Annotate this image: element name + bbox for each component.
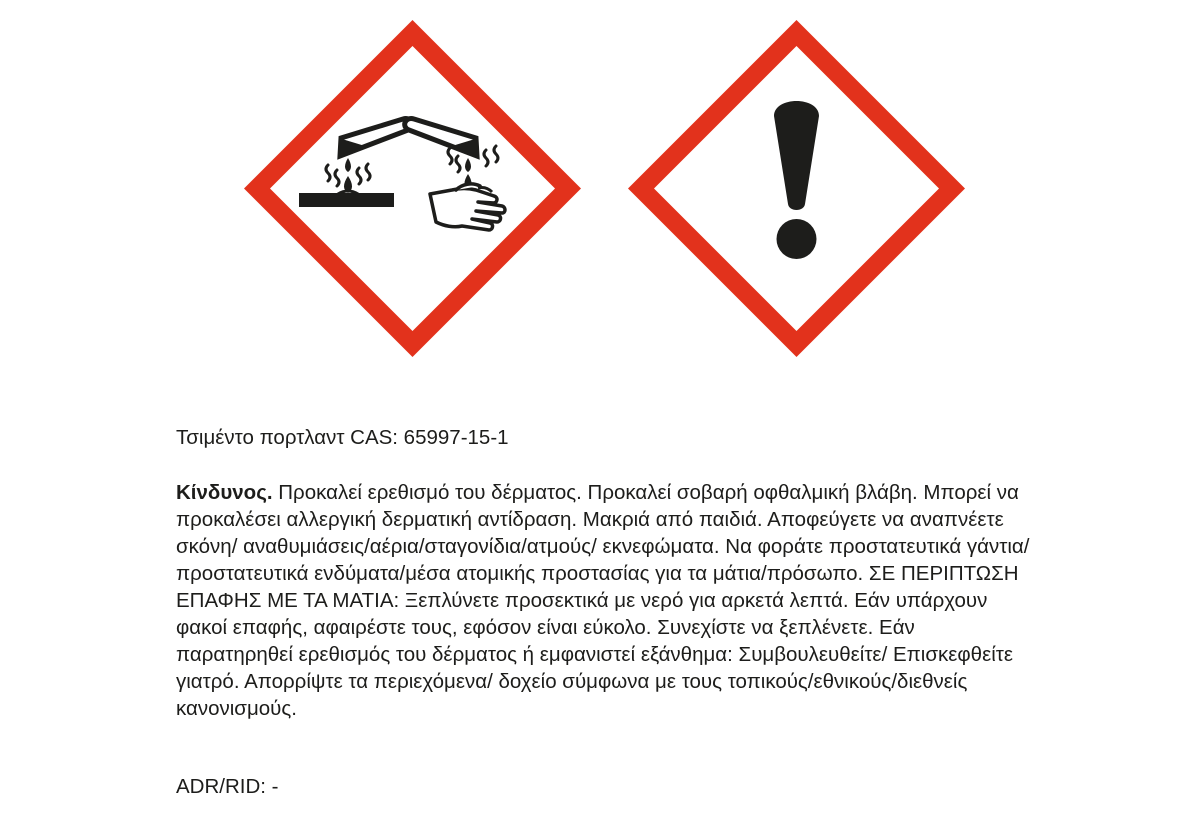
corrosion-icon <box>240 16 585 361</box>
signal-word: Κίνδυνος. <box>176 481 273 504</box>
transport-classification: ADR/RID: - <box>176 775 279 798</box>
exclamation-mark-icon <box>624 16 969 361</box>
hazard-statement: Προκαλεί ερεθισμό του δέρματος. Προκαλεί σοβαρή οφθαλμική βλάβη. Μπορεί να προκαλέσει αλλεργική δερματική αντίδραση. Μακριά από παιδιά. Αποφεύγετε να αναπνέετε σκόνη/ αναθυμιάσεις/αέρια/σταγονίδια/ατμούς/ εκνεφώματα. Να φοράτε προστατευτικά γάντια/προστατευτικά ενδύματα/μέσα ατομικής προστασίας για τα μάτια/πρόσωπο. ΣΕ ΠΕΡΙΠΤΩΣΗ ΕΠΑΦΗΣ ΜΕ ΤΑ ΜΑΤΙΑ: Ξεπλύνετε προσεκτικά με νερό για αρκετά λεπτά. Εάν υπάρχουν φακοί επαφής, αφαιρέστε τους, εφόσον είναι εύκολο. Συνεχίστε να ξεπλένετε. Εάν παρατηρηθεί ερεθισμός του δέρματος ή εμφανιστεί εξάνθημα: Συμβουλευθείτε/ Επισκεφθείτε γιατρό. Απορρίψτε τα περιεχόμενα/ δοχείο σύμφωνα με τους τοπικούς/εθνικούς/διεθνείς κανονισμούς. <box>176 481 1030 720</box>
hazard-statement-block <box>176 479 1036 722</box>
product-identifier: Τσιμέντο πορτλαντ CAS: 65997-15-1 <box>176 426 509 449</box>
